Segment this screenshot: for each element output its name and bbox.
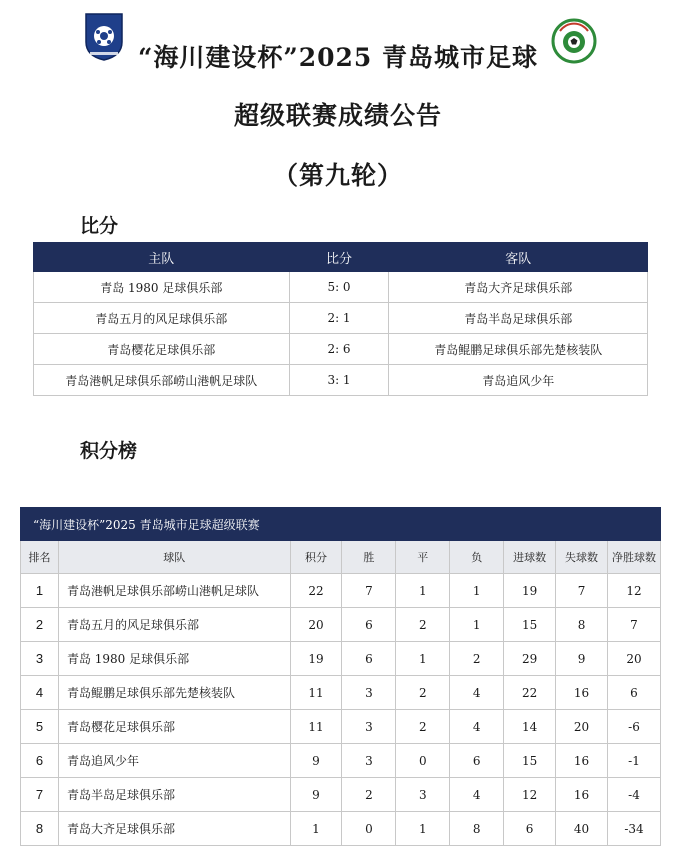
rank: 1	[21, 574, 59, 608]
goals-for: 15	[504, 744, 556, 778]
standings-table	[20, 507, 661, 846]
header-score: 比分	[289, 243, 389, 272]
table-row	[34, 303, 648, 334]
draws: 3	[396, 778, 450, 812]
away-team: 青岛鲲鹏足球俱乐部先楚核装队	[389, 334, 648, 365]
home-team: 青岛樱花足球俱乐部	[34, 334, 290, 365]
points: 11	[290, 676, 342, 710]
header-goal-difference: 净胜球数	[608, 541, 661, 574]
losses: 4	[450, 778, 504, 812]
goals-against: 8	[556, 608, 608, 642]
table-row	[34, 334, 648, 365]
wins: 7	[342, 574, 396, 608]
goals-for: 19	[504, 574, 556, 608]
page-subtitle: 超级联赛成绩公告	[233, 101, 442, 130]
draws: 2	[396, 676, 450, 710]
goals-for: 6	[504, 812, 556, 846]
header-goals-against: 失球数	[556, 541, 608, 574]
match-score: 3: 1	[289, 365, 389, 396]
standings-section-title: 积分榜	[80, 440, 138, 462]
league-name-row	[21, 508, 661, 541]
wins: 3	[342, 676, 396, 710]
losses: 6	[450, 744, 504, 778]
rank: 8	[21, 812, 59, 846]
wins: 2	[342, 778, 396, 812]
points: 22	[290, 574, 342, 608]
page-title: “海川建设杯”2025 青岛城市足球	[137, 43, 539, 72]
table-row	[21, 642, 661, 676]
losses: 4	[450, 710, 504, 744]
draws: 1	[396, 812, 450, 846]
goal-difference: -6	[608, 710, 661, 744]
table-row	[21, 744, 661, 778]
table-row	[21, 778, 661, 812]
rank: 3	[21, 642, 59, 676]
rank: 4	[21, 676, 59, 710]
match-score: 5: 0	[289, 272, 389, 303]
goals-against: 7	[556, 574, 608, 608]
goal-difference: -4	[608, 778, 661, 812]
table-row	[21, 574, 661, 608]
match-score: 2: 1	[289, 303, 389, 334]
points: 9	[290, 778, 342, 812]
home-team: 青岛五月的风足球俱乐部	[34, 303, 290, 334]
points: 20	[290, 608, 342, 642]
rank: 2	[21, 608, 59, 642]
draws: 1	[396, 642, 450, 676]
header-away-team: 客队	[389, 243, 648, 272]
rank: 5	[21, 710, 59, 744]
goals-against: 16	[556, 778, 608, 812]
losses: 1	[450, 608, 504, 642]
goals-for: 14	[504, 710, 556, 744]
match-score: 2: 6	[289, 334, 389, 365]
header-draws: 平	[396, 541, 450, 574]
team-name: 青岛港帆足球俱乐部崂山港帆足球队	[58, 574, 290, 608]
goal-difference: 12	[608, 574, 661, 608]
team-name: 青岛鲲鹏足球俱乐部先楚核装队	[58, 676, 290, 710]
losses: 2	[450, 642, 504, 676]
losses: 1	[450, 574, 504, 608]
round-label: （第九轮）	[272, 161, 403, 190]
goals-for: 15	[504, 608, 556, 642]
rank: 6	[21, 744, 59, 778]
goal-difference: -34	[608, 812, 661, 846]
draws: 1	[396, 574, 450, 608]
table-row	[34, 365, 648, 396]
goals-against: 16	[556, 744, 608, 778]
rank: 7	[21, 778, 59, 812]
goal-difference: 20	[608, 642, 661, 676]
losses: 4	[450, 676, 504, 710]
scores-header-row	[34, 243, 648, 272]
wins: 0	[342, 812, 396, 846]
goals-against: 16	[556, 676, 608, 710]
table-row	[21, 710, 661, 744]
goal-difference: -1	[608, 744, 661, 778]
away-team: 青岛大齐足球俱乐部	[389, 272, 648, 303]
league-name: “海川建设杯”2025 青岛城市足球超级联赛	[21, 508, 661, 541]
team-name: 青岛五月的风足球俱乐部	[58, 608, 290, 642]
wins: 6	[342, 642, 396, 676]
scores-section-title: 比分	[80, 215, 119, 237]
goals-against: 9	[556, 642, 608, 676]
header-goals-for: 进球数	[504, 541, 556, 574]
table-row	[21, 676, 661, 710]
goals-for: 29	[504, 642, 556, 676]
standings-header-row	[21, 541, 661, 574]
goal-difference: 7	[608, 608, 661, 642]
team-name: 青岛 1980 足球俱乐部	[58, 642, 290, 676]
home-team: 青岛港帆足球俱乐部崂山港帆足球队	[34, 365, 290, 396]
scores-table	[33, 242, 648, 396]
points: 9	[290, 744, 342, 778]
wins: 3	[342, 744, 396, 778]
home-team: 青岛 1980 足球俱乐部	[34, 272, 290, 303]
draws: 0	[396, 744, 450, 778]
table-row	[34, 272, 648, 303]
team-name: 青岛追风少年	[58, 744, 290, 778]
header-rank: 排名	[21, 541, 59, 574]
away-team: 青岛半岛足球俱乐部	[389, 303, 648, 334]
draws: 2	[396, 710, 450, 744]
points: 1	[290, 812, 342, 846]
team-name: 青岛半岛足球俱乐部	[58, 778, 290, 812]
header-team: 球队	[58, 541, 290, 574]
team-name: 青岛大齐足球俱乐部	[58, 812, 290, 846]
table-row	[21, 608, 661, 642]
goal-difference: 6	[608, 676, 661, 710]
wins: 3	[342, 710, 396, 744]
header-points: 积分	[290, 541, 342, 574]
losses: 8	[450, 812, 504, 846]
wins: 6	[342, 608, 396, 642]
points: 11	[290, 710, 342, 744]
header-home-team: 主队	[34, 243, 290, 272]
goals-against: 20	[556, 710, 608, 744]
team-name: 青岛樱花足球俱乐部	[58, 710, 290, 744]
draws: 2	[396, 608, 450, 642]
away-team: 青岛追风少年	[389, 365, 648, 396]
goals-for: 22	[504, 676, 556, 710]
goals-for: 12	[504, 778, 556, 812]
header-losses: 负	[450, 541, 504, 574]
goals-against: 40	[556, 812, 608, 846]
points: 19	[290, 642, 342, 676]
header-wins: 胜	[342, 541, 396, 574]
